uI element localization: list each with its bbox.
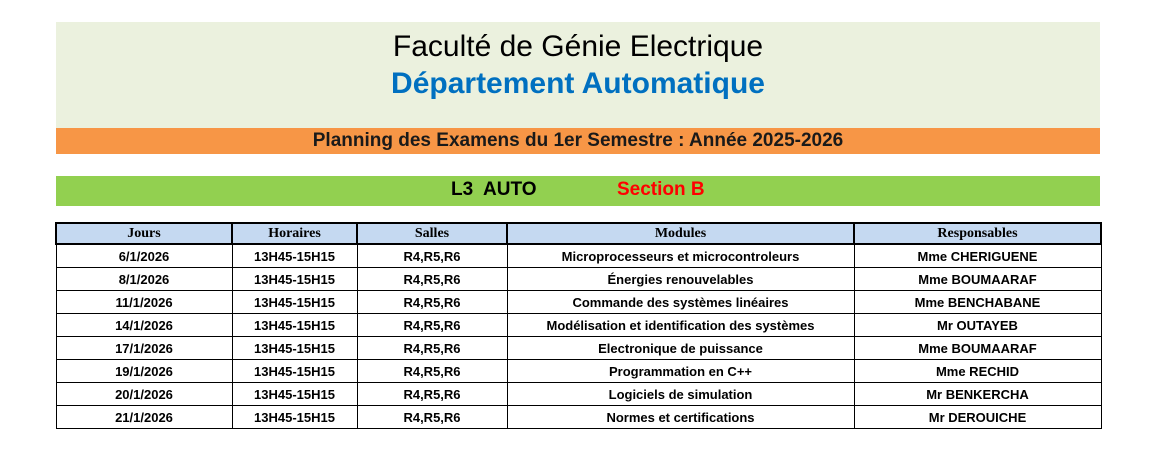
- cell-rooms: R4,R5,R6: [357, 337, 507, 360]
- cell-rooms: R4,R5,R6: [357, 383, 507, 406]
- table-row: [56, 360, 1101, 383]
- cell-module: Énergies renouvelables: [507, 268, 854, 291]
- column-header-jours: Jours: [56, 223, 232, 244]
- column-header-salles: Salles: [357, 223, 507, 244]
- cell-responsible: Mme BOUMAARAF: [854, 268, 1101, 291]
- cell-time: 13H45-15H15: [232, 244, 357, 268]
- cell-time: 13H45-15H15: [232, 314, 357, 337]
- cell-day: 14/1/2026: [56, 314, 232, 337]
- cell-rooms: R4,R5,R6: [357, 291, 507, 314]
- department-title: Département Automatique: [391, 67, 765, 100]
- header-block: [56, 22, 1100, 128]
- table-row: [56, 291, 1101, 314]
- column-header-modules: Modules: [507, 223, 854, 244]
- section-label: Section B: [617, 179, 705, 200]
- cell-rooms: R4,R5,R6: [357, 244, 507, 268]
- cell-responsible: Mr OUTAYEB: [854, 314, 1101, 337]
- cell-time: 13H45-15H15: [232, 291, 357, 314]
- column-header-horaires: Horaires: [232, 223, 357, 244]
- table-row: [56, 406, 1101, 429]
- cell-module: Logiciels de simulation: [507, 383, 854, 406]
- cell-day: 19/1/2026: [56, 360, 232, 383]
- cell-module: Microprocesseurs et microcontroleurs: [507, 244, 854, 268]
- cell-day: 8/1/2026: [56, 268, 232, 291]
- level-label: L3 AUTO: [451, 179, 537, 200]
- cell-rooms: R4,R5,R6: [357, 314, 507, 337]
- cell-day: 21/1/2026: [56, 406, 232, 429]
- cell-rooms: R4,R5,R6: [357, 360, 507, 383]
- table-row: [56, 314, 1101, 337]
- cell-module: Electronique de puissance: [507, 337, 854, 360]
- cell-module: Modélisation et identification des systèmes: [507, 314, 854, 337]
- cell-time: 13H45-15H15: [232, 406, 357, 429]
- table-row: [56, 268, 1101, 291]
- cell-responsible: Mr BENKERCHA: [854, 383, 1101, 406]
- cell-day: 20/1/2026: [56, 383, 232, 406]
- level-bar: [56, 176, 1100, 206]
- cell-day: 11/1/2026: [56, 291, 232, 314]
- cell-day: 17/1/2026: [56, 337, 232, 360]
- cell-module: Commande des systèmes linéaires: [507, 291, 854, 314]
- cell-rooms: R4,R5,R6: [357, 268, 507, 291]
- table-header-row: [56, 223, 1101, 244]
- cell-time: 13H45-15H15: [232, 337, 357, 360]
- cell-time: 13H45-15H15: [232, 360, 357, 383]
- exam-schedule-table: [55, 222, 1102, 429]
- table-row: [56, 337, 1101, 360]
- cell-day: 6/1/2026: [56, 244, 232, 268]
- cell-time: 13H45-15H15: [232, 268, 357, 291]
- cell-responsible: Mme BENCHABANE: [854, 291, 1101, 314]
- cell-time: 13H45-15H15: [232, 383, 357, 406]
- column-header-responsables: Responsables: [854, 223, 1101, 244]
- cell-responsible: Mr DEROUICHE: [854, 406, 1101, 429]
- cell-responsible: Mme RECHID: [854, 360, 1101, 383]
- table-row: [56, 383, 1101, 406]
- table-row: [56, 244, 1101, 268]
- planning-title: Planning des Examens du 1er Semestre : Année 2025-2026: [56, 128, 1100, 154]
- faculty-title: Faculté de Génie Electrique: [392, 30, 764, 63]
- cell-module: Normes et certifications: [507, 406, 854, 429]
- cell-responsible: Mme CHERIGUENE: [854, 244, 1101, 268]
- cell-responsible: Mme BOUMAARAF: [854, 337, 1101, 360]
- cell-rooms: R4,R5,R6: [357, 406, 507, 429]
- cell-module: Programmation en C++: [507, 360, 854, 383]
